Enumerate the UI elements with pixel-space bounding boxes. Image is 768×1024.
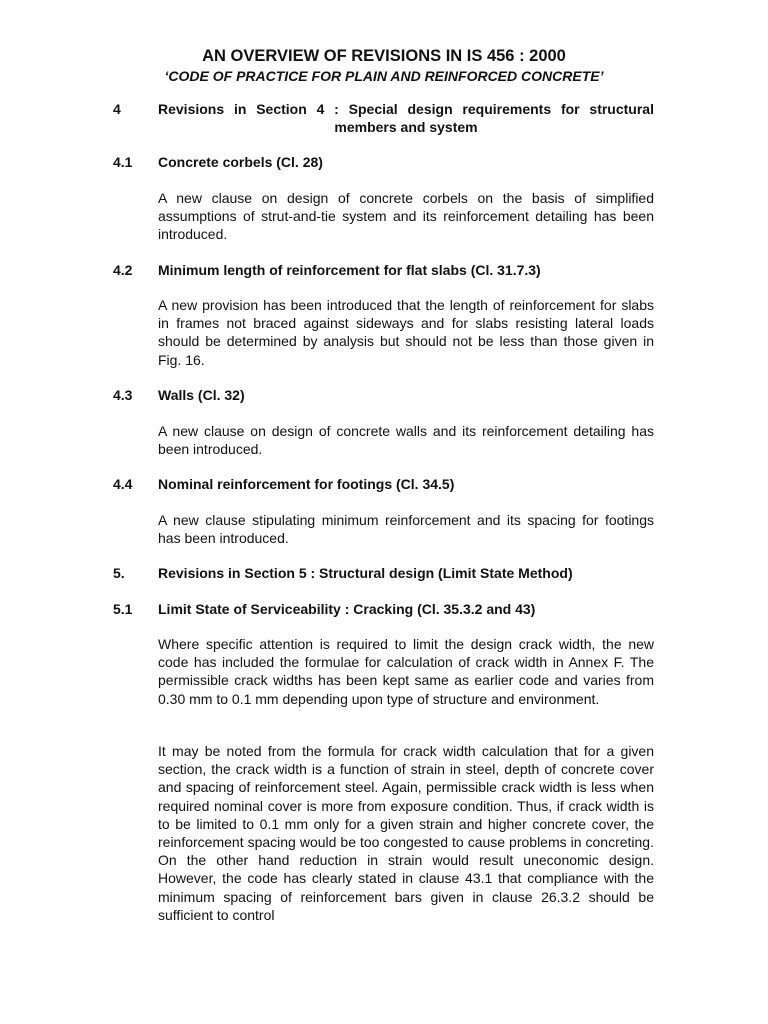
section-paragraph: A new clause on design of concrete corbels on the basis of simplified assumptions of strut-and-tie system and its reinforcement detailing has been introduced. [158, 190, 654, 243]
section-heading: Minimum length of reinforcement for flat slabs (Cl. 31.7.3) [158, 262, 541, 278]
section-heading: Nominal reinforcement for footings (Cl. 34.5) [158, 476, 455, 492]
section-number: 4.2 [113, 262, 133, 278]
section-paragraph: A new provision has been introduced that the length of reinforcement for slabs in frames not braced against sideways and for slabs resisting lateral loads should be determined by analysis but should not be less than those given in Fig. 16. [158, 297, 654, 368]
section-heading: Concrete corbels (Cl. 28) [158, 154, 323, 170]
section-paragraph: A new clause stipulating minimum reinforcement and its spacing for footings has been introduced. [158, 512, 654, 547]
section-paragraph: It may be noted from the formula for crack width calculation that for a given section, the crack width is a function of strain in steel, depth of concrete cover and spacing of reinforcement steel. Again, permissible crack width is less when required nominal cover is more from exposure condition. Thus, if crack width is to be limited to 0.1 mm only for a given strain and higher concrete cover, the reinforcement spacing would be too congested to cause problems in concreting. On the other hand reduction in strain would result uneconomic design. However, the code has clearly stated in clause 43.1 that compliance with the minimum spacing of reinforcement bars given in clause 26.3.2 should be sufficient to control [158, 743, 654, 923]
document-subtitle: ‘CODE OF PRACTICE FOR PLAIN AND REINFORCED CONCRETE’ [164, 68, 604, 84]
section-paragraph: Where specific attention is required to limit the design crack width, the new code has included the formulae for calculation of crack width in Annex F. The permissible crack widths has been kept same as earlier code and varies from 0.30 mm to 0.1 mm depending upon type of structure and environment. [158, 636, 654, 707]
section-number: 4.1 [113, 154, 133, 170]
section-heading: Revisions in Section 5 : Structural design (Limit State Method) [158, 565, 573, 581]
section-number: 5.1 [113, 601, 133, 617]
section-number: 4.3 [113, 387, 133, 403]
section-number: 4 [113, 101, 121, 117]
document-title: AN OVERVIEW OF REVISIONS IN IS 456 : 2000 [202, 47, 566, 65]
section-heading: Revisions in Section 4 : Special design requirements for structural members and system [158, 101, 654, 135]
section-paragraph: A new clause on design of concrete walls and its reinforcement detailing has been introduced. [158, 423, 654, 458]
section-heading: Walls (Cl. 32) [158, 387, 245, 403]
section-number: 5. [113, 565, 125, 581]
section-heading: Limit State of Serviceability : Cracking (Cl. 35.3.2 and 43) [158, 601, 536, 617]
section-number: 4.4 [113, 476, 133, 492]
